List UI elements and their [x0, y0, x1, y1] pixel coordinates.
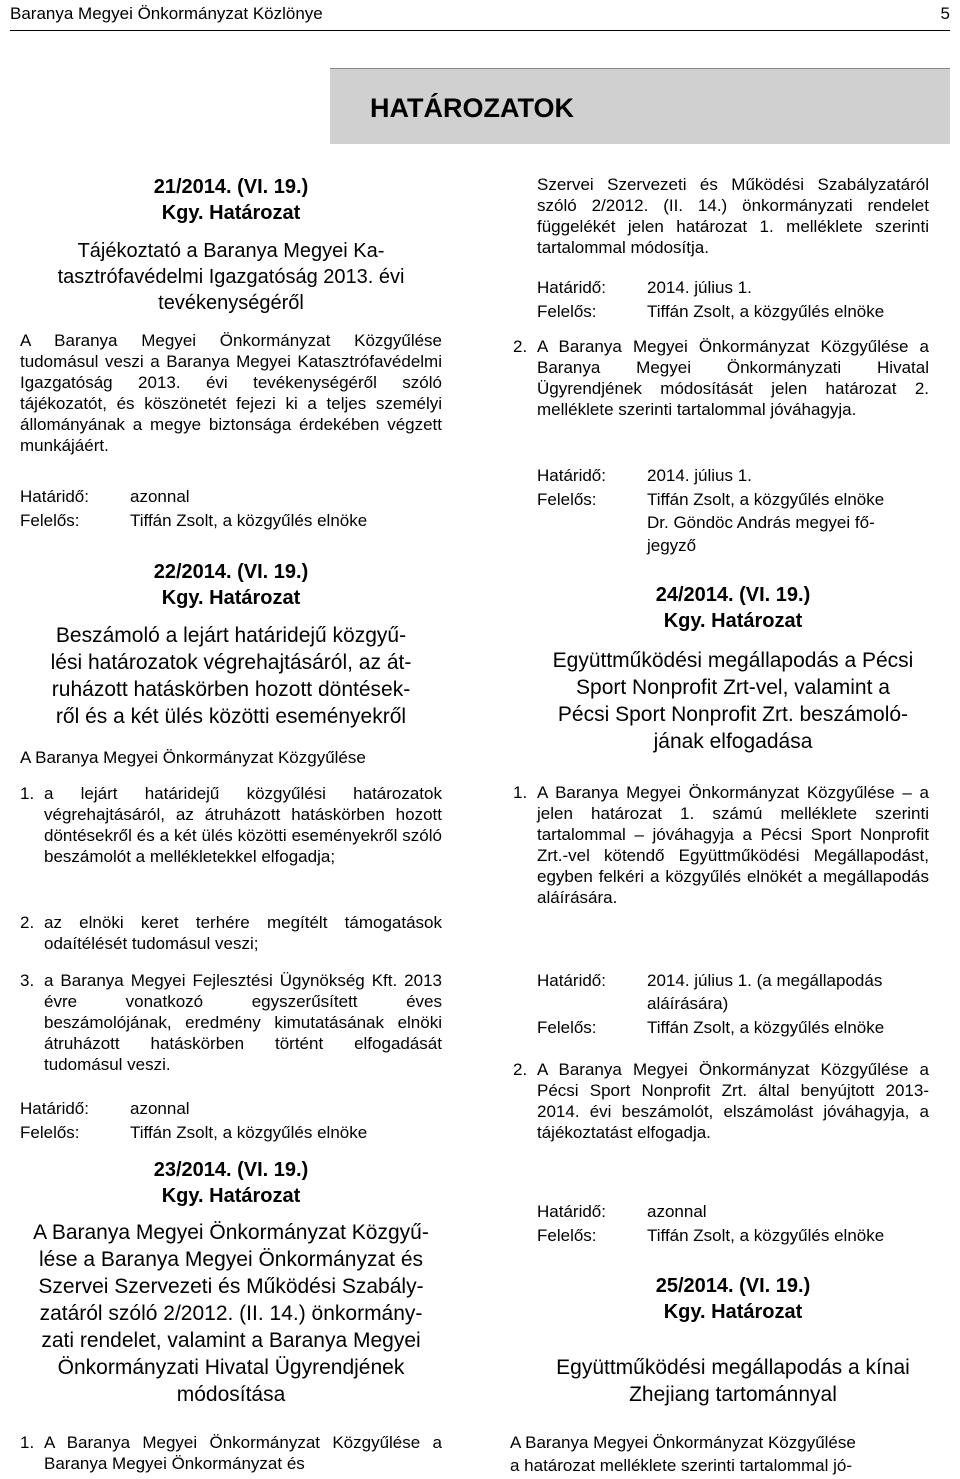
res24-subject: Együttműködési megállapodás a Pécsi Sport Nonprofit Zrt-vel, valamint a Pécsi Sport Nonprofit Zrt. beszámoló- jának elfogadása [552, 649, 914, 753]
res22-subject: Beszámoló a lejárt határidejű közgyű- lési határozatok végrehajtásáról, az át- ruházott hatáskörben hozott döntések- ről és a két ülés közötti eseményekről [50, 624, 412, 728]
res24-kind: Kgy. Határozat [663, 610, 803, 632]
header-rule [10, 30, 950, 31]
res25-body-1: A Baranya Megyei Önkormányzat Közgyűlése [510, 1433, 856, 1452]
res22-kind: Kgy. Határozat [161, 587, 301, 609]
section-banner [330, 68, 950, 144]
res21-body: A Baranya Megyei Önkormányzat Közgyűlése tudomásul veszi a Baranya Megyei Katasztrófavédelmi Igazgatóság 2013. évi tevékenységéről szóló tájékozatót, és köszönetét fejezi ki a teljes személyi állományának a megye biztonsága érdekében végzett munkájáért. [20, 331, 442, 455]
section-title: HATÁROZATOK [370, 93, 574, 123]
res22-intro: A Baranya Megyei Önkormányzat Közgyűlése [20, 748, 366, 767]
res25-subject: Együttműködési megállapodás a kínai Zhejiang tartománnyal [556, 1356, 910, 1406]
res21-number: 21/2014. (VI. 19.) [153, 176, 309, 198]
res21-kind: Kgy. Határozat [161, 202, 301, 224]
publication-title: Baranya Megyei Önkormányzat Közlönye [10, 4, 323, 23]
res25-kind: Kgy. Határozat [663, 1301, 803, 1323]
res24-number: 24/2014. (VI. 19.) [655, 584, 811, 606]
res22-number: 22/2014. (VI. 19.) [153, 561, 309, 583]
res23-kind: Kgy. Határozat [161, 1185, 301, 1207]
res25-body-2: a határozat melléklete szerinti tartalommal jó- [510, 1456, 853, 1475]
page-number: 5 [940, 4, 950, 23]
res23-subject: A Baranya Megyei Önkormányzat Közgyű- lése a Baranya Megyei Önkormányzat és Szervei Szervezeti és Működési Szabály- zatáról szóló 2/2012. (II. 14.) önkormány- zati rendelet, valamint a Baranya Megyei Önkormányzati Hivatal Ügyrendjének módosítása [33, 1221, 429, 1406]
res25-number: 25/2014. (VI. 19.) [655, 1275, 811, 1297]
res23-number: 23/2014. (VI. 19.) [153, 1159, 309, 1181]
res21-subject: Tájékoztató a Baranya Megyei Ka- tasztrófavédelmi Igazgatóság 2013. évi tevékenységéről [57, 240, 405, 314]
res23-item-1-cont: Szervei Szervezeti és Működési Szabályzatáról szóló 2/2012. (II. 14.) önkormányzati rendelet függelékét jelen határozat 1. melléklete szerinti tartalommal módosítja. [537, 175, 929, 257]
page-header [10, 0, 950, 30]
